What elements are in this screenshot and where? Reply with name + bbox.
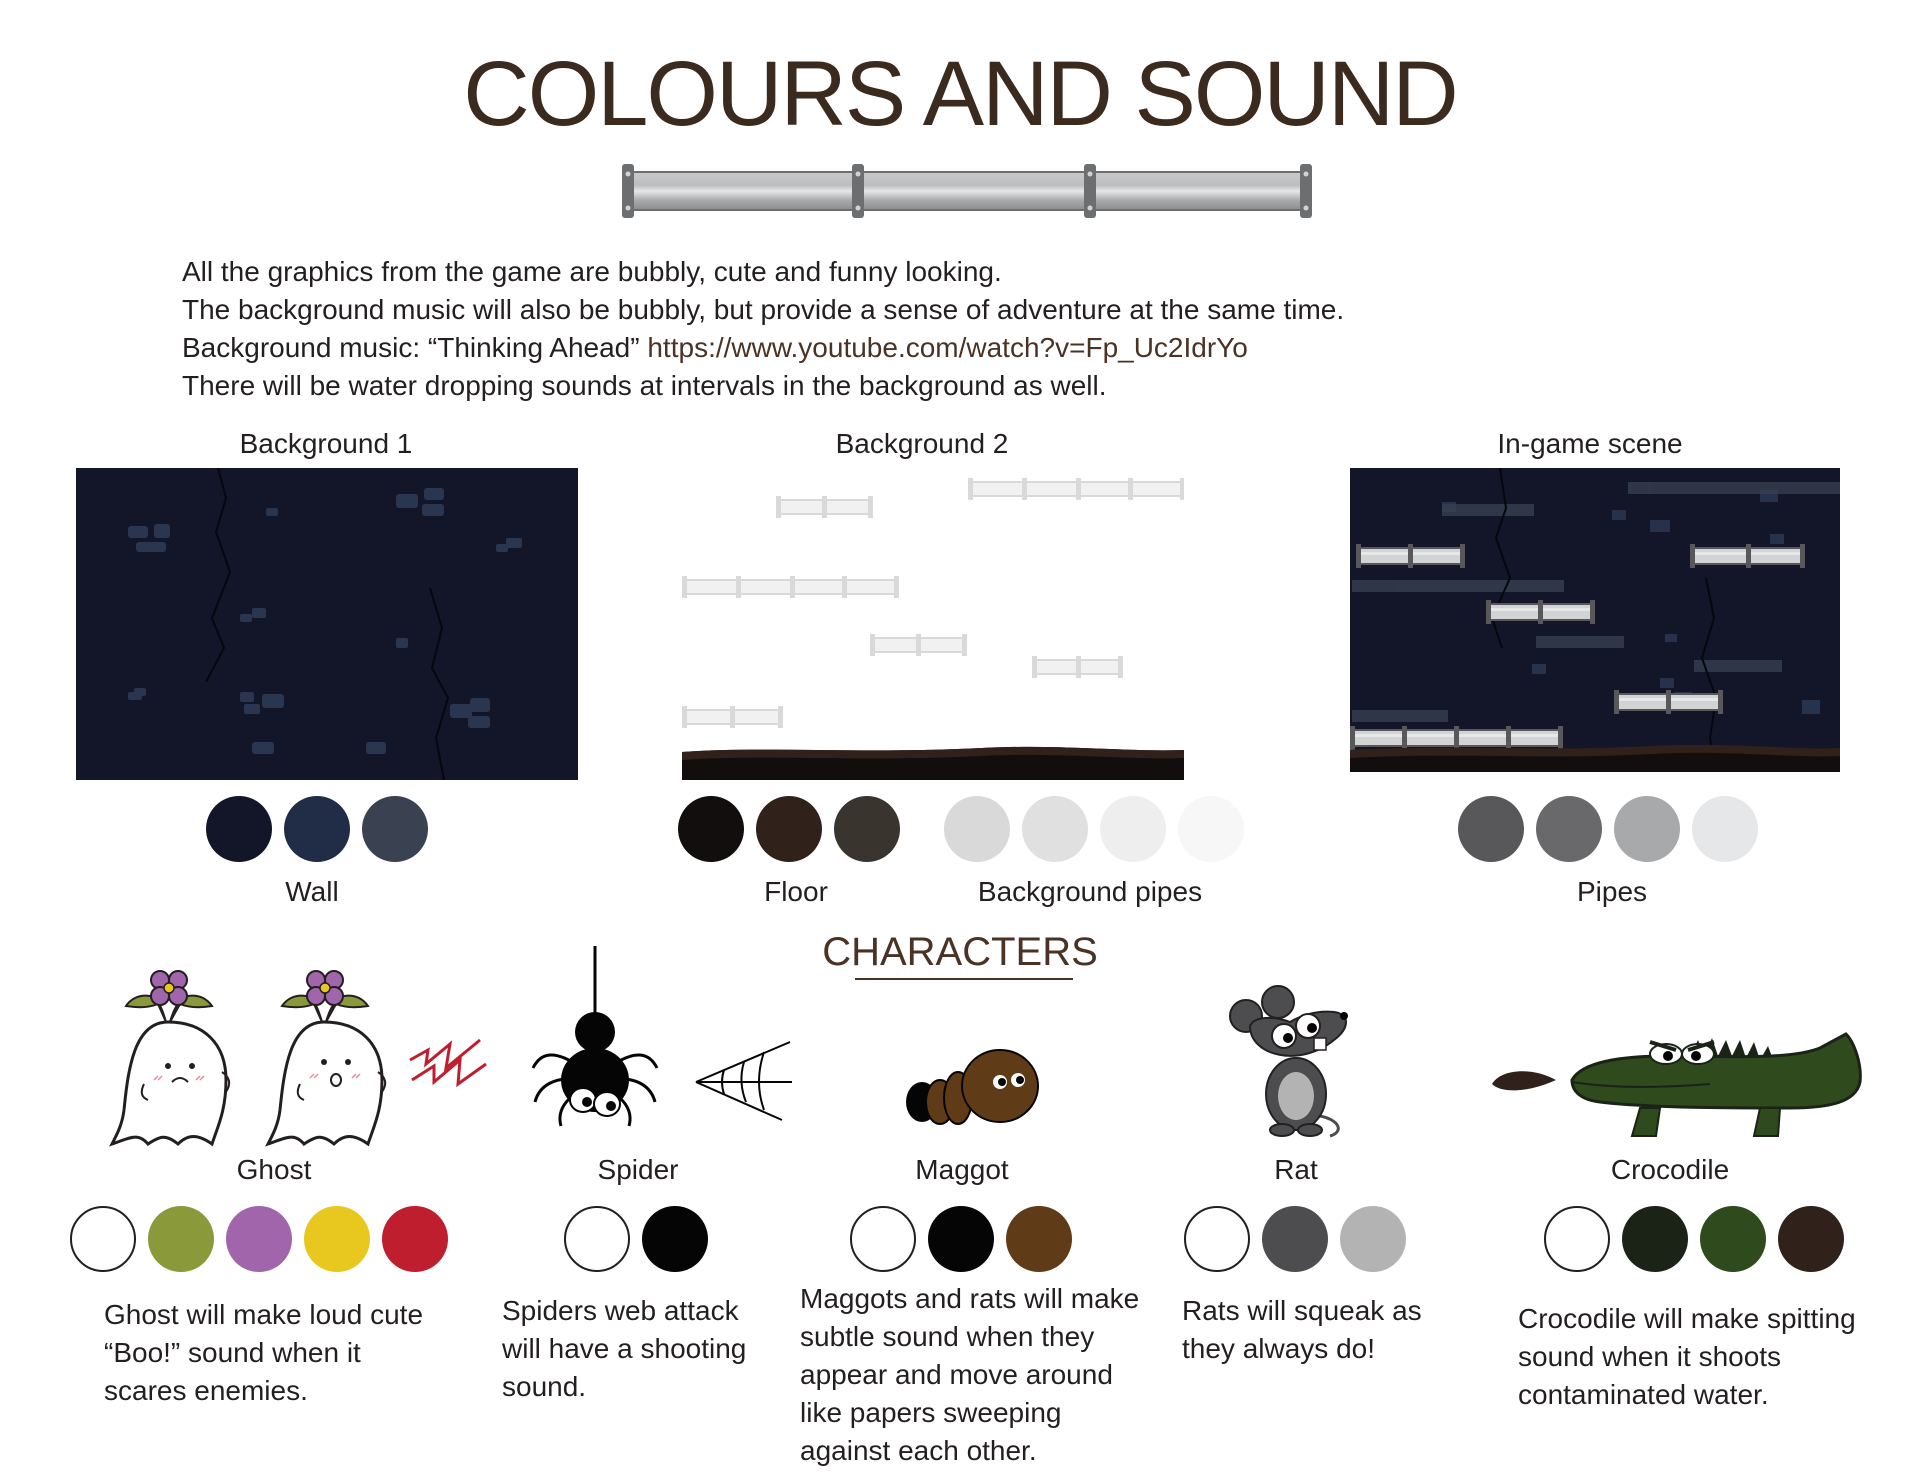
crocodile-swatch-4	[1778, 1206, 1844, 1272]
characters-heading: CHARACTERS	[822, 930, 1098, 974]
wall-palette-label: Wall	[285, 876, 339, 907]
background-pipes-palette	[944, 796, 1244, 862]
metal-pipe-icon	[622, 160, 1312, 222]
maggot-palette	[850, 1206, 1072, 1272]
ghost-swatch-2	[148, 1206, 214, 1272]
maggot-description-line: Maggots and rats will make	[800, 1283, 1140, 1314]
intro-text	[182, 253, 1344, 405]
wall-swatch-3	[362, 796, 428, 862]
ghost-swatch-4	[304, 1206, 370, 1272]
maggot-description-line: like papers sweeping	[800, 1397, 1062, 1428]
maggot-description	[800, 1280, 1139, 1470]
ghost-description-line: Ghost will make loud cute	[104, 1299, 424, 1330]
pipes-swatch-2	[1536, 796, 1602, 862]
background-1-image	[76, 468, 578, 780]
pipes-swatch-4	[1692, 796, 1758, 862]
spider-description-line: Spiders web attack	[502, 1295, 739, 1326]
panel-label-background-2: Background 2	[835, 428, 1009, 459]
wall-swatch-1	[206, 796, 272, 862]
maggot-description-line: subtle sound when they	[800, 1321, 1095, 1352]
background-pipes-swatch-2	[1022, 796, 1088, 862]
floor-swatch-2	[756, 796, 822, 862]
wall-palette	[206, 796, 428, 862]
maggot-swatch-3	[1006, 1206, 1072, 1272]
wall-swatch-2	[284, 796, 350, 862]
pipes-swatch-3	[1614, 796, 1680, 862]
maggot-description-line: against each other.	[800, 1435, 1037, 1466]
intro-line-4: There will be water dropping sounds at intervals in the background as well.	[182, 370, 1107, 401]
intro-line-1: All the graphics from the game are bubbly, cute and funny looking.	[182, 256, 1002, 287]
character-label-crocodile: Crocodile	[1610, 1154, 1730, 1185]
spider-swatch-1	[564, 1206, 630, 1272]
panel-label-background-1: Background 1	[239, 428, 413, 459]
spider-description	[502, 1292, 746, 1406]
crocodile-swatch-2	[1622, 1206, 1688, 1272]
pipes-palette-label: Pipes	[1576, 876, 1648, 907]
crocodile-description-line: contaminated water.	[1518, 1379, 1769, 1410]
intro-line-music	[182, 329, 1344, 367]
spider-description-line: will have a shooting	[502, 1333, 747, 1364]
spider-icon	[525, 946, 665, 1132]
ghost-description-line: scares enemies.	[104, 1375, 308, 1406]
page-title: COLOURS AND SOUND	[463, 43, 1457, 145]
spider-swatch-2	[642, 1206, 708, 1272]
rat-description-line: Rats will squeak as	[1182, 1295, 1422, 1326]
maggot-swatch-2	[928, 1206, 994, 1272]
rat-swatch-1	[1184, 1206, 1250, 1272]
spider-web-icon	[694, 1040, 792, 1122]
crocodile-swatch-1	[1544, 1206, 1610, 1272]
background-pipes-swatch-1	[944, 796, 1010, 862]
floor-swatch-3	[834, 796, 900, 862]
background-2-image	[682, 468, 1184, 780]
ghost-palette	[70, 1206, 448, 1272]
rat-icon	[1230, 986, 1370, 1138]
in-game-scene-image	[1350, 468, 1840, 772]
crocodile-swatch-3	[1700, 1206, 1766, 1272]
characters-heading-underline	[855, 978, 1073, 980]
panel-label-in-game-scene: In-game scene	[1497, 428, 1683, 459]
character-label-ghost: Ghost	[236, 1154, 312, 1185]
ghost-description-line: “Boo!” sound when it	[104, 1337, 361, 1368]
floor-palette	[678, 796, 900, 862]
maggot-icon	[904, 1044, 1040, 1128]
crocodile-icon	[1490, 1024, 1870, 1142]
rat-description-line: they always do!	[1182, 1333, 1375, 1364]
ghost-swatch-5	[382, 1206, 448, 1272]
rat-description	[1182, 1292, 1422, 1368]
background-pipes-swatch-3	[1100, 796, 1166, 862]
crocodile-description-line: sound when it shoots	[1518, 1341, 1782, 1372]
background-pipes-palette-label: Background pipes	[977, 876, 1203, 907]
rat-palette	[1184, 1206, 1406, 1272]
rat-swatch-3	[1340, 1206, 1406, 1272]
intro-line-2: The background music will also be bubbly, but provide a sense of adventure at the same time.	[182, 294, 1345, 325]
maggot-description-line: appear and move around	[800, 1359, 1113, 1390]
pipes-palette	[1458, 796, 1758, 862]
character-label-maggot: Maggot	[915, 1154, 1009, 1185]
spider-description-line: sound.	[502, 1371, 587, 1402]
ghost-swatch-3	[226, 1206, 292, 1272]
ghost-swatch-1	[70, 1206, 136, 1272]
crocodile-palette	[1544, 1206, 1844, 1272]
pipes-swatch-1	[1458, 796, 1524, 862]
music-link[interactable]: https://www.youtube.com/watch?v=Fp_Uc2IdrYo	[647, 332, 1248, 363]
ghost-icon	[108, 960, 488, 1146]
floor-swatch-1	[678, 796, 744, 862]
ghost-description	[104, 1296, 423, 1410]
character-label-spider: Spider	[597, 1154, 679, 1185]
music-label: Background music: “Thinking Ahead”	[182, 332, 648, 363]
spider-palette	[564, 1206, 708, 1272]
floor-palette-label: Floor	[764, 876, 828, 907]
background-pipes-swatch-4	[1178, 796, 1244, 862]
character-label-rat: Rat	[1274, 1154, 1318, 1185]
crocodile-description	[1518, 1300, 1856, 1414]
rat-swatch-2	[1262, 1206, 1328, 1272]
crocodile-description-line: Crocodile will make spitting	[1518, 1303, 1856, 1334]
maggot-swatch-1	[850, 1206, 916, 1272]
